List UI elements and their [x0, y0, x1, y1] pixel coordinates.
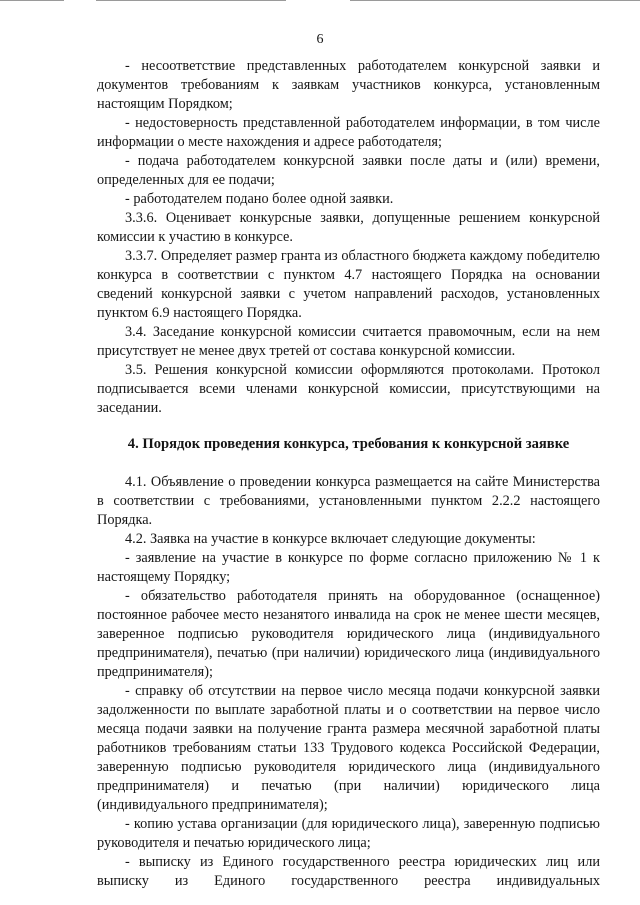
scan-edge-line [0, 0, 64, 1]
paragraph: - заявление на участие в конкурсе по форме согласно приложению № 1 к настоящему Порядку; [97, 550, 600, 585]
document-body [97, 57, 600, 891]
paragraph: 4.2. Заявка на участие в конкурсе включает следующие документы: [125, 531, 536, 547]
paragraph: 4.1. Объявление о проведении конкурса размещается на сайте Министерства в соответствии с требованиями, установленными пунктом 2.2.2 настоящего Порядка. [97, 474, 600, 528]
paragraph: - подача работодателем конкурсной заявки после даты и (или) времени, определенных для ее подачи; [97, 153, 600, 188]
paragraph: - копию устава организации (для юридического лица), заверенную подписью руководителя и печатью юридического лица; [97, 816, 600, 851]
paragraph-continued: - выписку из Единого государственного реестра юридических лиц или выписку из Единого государственного реестра индивидуальных [97, 854, 600, 889]
paragraph: 3.3.6. Оценивает конкурсные заявки, допущенные решением конкурсной комиссии к участию в конкурсе. [97, 210, 600, 245]
scan-edge-line [96, 0, 286, 1]
page-number: 6 [316, 32, 324, 47]
paragraph: 3.5. Решения конкурсной комиссии оформляются протоколами. Протокол подписывается всеми членами конкурсной комиссии, присутствующими на заседании. [97, 362, 600, 416]
paragraph: - справку об отсутствии на первое число месяца подачи конкурсной заявки задолженности по выплате заработной платы и о соответствии на первое число месяца подачи заявки на получение гранта размера месячной заработной платы работников требованиям статьи 133 Трудового кодекса Российской Федерации, заверенную подписью руководителя юридического лица (индивидуального предпринимателя) и печатью (при наличии) юридического лица (индивидуального предпринимателя); [97, 683, 600, 813]
paragraph: - работодателем подано более одной заявки. [125, 191, 394, 207]
paragraph: - недостоверность представленной работодателем информации, в том числе информации о месте нахождения и адресе работодателя; [97, 115, 600, 150]
paragraph: 3.3.7. Определяет размер гранта из областного бюджета каждому победителю конкурса в соответствии с пунктом 4.7 настоящего Порядка на основании сведений конкурсной заявки с учетом направлений расходов, установленных пунктом 6.9 настоящего Порядка. [97, 248, 600, 321]
paragraph: - обязательство работодателя принять на оборудованное (оснащенное) постоянное рабочее место незанятого инвалида на срок не менее шести месяцев, заверенное подписью руководителя юридического лица (индивидуального предпринимателя), печатью (при наличии) юридического лица (индивидуального предпринимателя); [97, 588, 600, 680]
scan-edge-line [350, 0, 640, 1]
paragraph: - несоответствие представленных работодателем конкурсной заявки и документов требованиям к заявкам участников конкурса, установленным настоящим Порядком; [97, 58, 600, 112]
section-heading: 4. Порядок проведения конкурса, требования к конкурсной заявке [127, 436, 570, 452]
paragraph: 3.4. Заседание конкурсной комиссии считается правомочным, если на нем присутствует не менее двух третей от состава конкурсной комиссии. [97, 324, 600, 359]
